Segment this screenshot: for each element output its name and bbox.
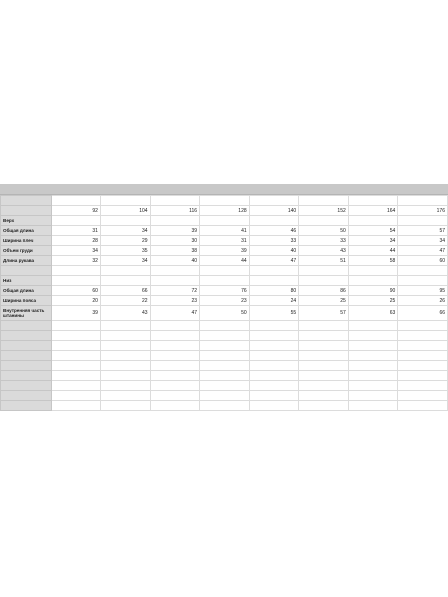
empty-cell[interactable]	[200, 331, 250, 341]
value-cell[interactable]: 39	[200, 246, 250, 256]
empty-cell[interactable]	[249, 391, 299, 401]
empty-cell[interactable]	[100, 371, 150, 381]
value-cell[interactable]: 31	[200, 236, 250, 246]
value-cell[interactable]: 39	[150, 226, 200, 236]
size-header-cell[interactable]: 92	[51, 206, 100, 216]
empty-cell[interactable]	[249, 341, 299, 351]
value-cell[interactable]: 43	[299, 246, 349, 256]
empty-cell[interactable]	[348, 351, 398, 361]
blank-row	[1, 351, 448, 361]
empty-cell[interactable]	[51, 216, 100, 226]
measurement-label[interactable]: Общая длина	[1, 226, 52, 236]
size-header-cell[interactable]: 104	[100, 206, 150, 216]
blank-row	[1, 371, 448, 381]
value-cell[interactable]: 23	[150, 296, 200, 306]
value-cell[interactable]: 32	[51, 256, 100, 266]
empty-cell[interactable]	[51, 351, 100, 361]
size-header-cell[interactable]: 176	[398, 206, 448, 216]
empty-cell[interactable]	[51, 391, 100, 401]
empty-cell[interactable]	[51, 371, 100, 381]
row-label-cell[interactable]	[1, 331, 52, 341]
value-cell[interactable]: 41	[200, 226, 250, 236]
row-label-cell[interactable]	[1, 391, 52, 401]
empty-cell[interactable]	[249, 371, 299, 381]
spreadsheet	[0, 184, 448, 414]
value-cell[interactable]: 25	[299, 296, 349, 306]
empty-cell[interactable]	[398, 391, 448, 401]
measurement-label[interactable]: Ширина плеч	[1, 236, 52, 246]
value-cell[interactable]: 76	[200, 286, 250, 296]
section-title[interactable]: Низ	[1, 276, 52, 286]
empty-cell[interactable]	[100, 321, 150, 331]
table-row	[1, 226, 448, 236]
empty-cell[interactable]	[398, 341, 448, 351]
empty-cell[interactable]	[398, 361, 448, 371]
empty-cell[interactable]	[249, 381, 299, 391]
empty-cell[interactable]	[200, 196, 250, 206]
empty-cell[interactable]	[100, 351, 150, 361]
table-row	[1, 286, 448, 296]
empty-cell[interactable]	[249, 351, 299, 361]
value-cell[interactable]: 25	[348, 296, 398, 306]
empty-cell[interactable]	[299, 381, 349, 391]
empty-cell[interactable]	[398, 276, 448, 286]
empty-cell[interactable]	[398, 331, 448, 341]
size-header-cell[interactable]: 116	[150, 206, 200, 216]
empty-cell[interactable]	[348, 391, 398, 401]
value-cell[interactable]: 95	[398, 286, 448, 296]
size-header-cell[interactable]: 164	[348, 206, 398, 216]
empty-cell[interactable]	[100, 276, 150, 286]
empty-cell[interactable]	[100, 266, 150, 276]
empty-cell[interactable]	[51, 381, 100, 391]
empty-cell[interactable]	[100, 391, 150, 401]
empty-cell[interactable]	[100, 216, 150, 226]
row-label-cell[interactable]	[1, 401, 52, 411]
empty-cell[interactable]	[150, 266, 200, 276]
empty-cell[interactable]	[100, 341, 150, 351]
measurement-label[interactable]: Объем груди	[1, 246, 52, 256]
section-title[interactable]: Верх	[1, 216, 52, 226]
value-cell[interactable]: 34	[348, 236, 398, 246]
empty-cell[interactable]	[249, 196, 299, 206]
value-cell[interactable]: 55	[249, 306, 299, 321]
blank-row	[1, 381, 448, 391]
value-cell[interactable]: 80	[249, 286, 299, 296]
value-cell[interactable]: 29	[100, 236, 150, 246]
value-cell[interactable]: 47	[398, 246, 448, 256]
row-label-cell[interactable]	[1, 196, 52, 206]
empty-cell[interactable]	[200, 401, 250, 411]
value-cell[interactable]: 34	[100, 226, 150, 236]
empty-cell[interactable]	[249, 361, 299, 371]
empty-cell[interactable]	[51, 341, 100, 351]
empty-cell[interactable]	[299, 196, 349, 206]
value-cell[interactable]: 33	[249, 236, 299, 246]
empty-cell[interactable]	[299, 266, 349, 276]
measurement-label[interactable]: Внутренняя часть штанины	[1, 306, 52, 321]
table-row	[1, 236, 448, 246]
empty-cell[interactable]	[150, 216, 200, 226]
row-label-cell[interactable]	[1, 361, 52, 371]
empty-cell[interactable]	[398, 401, 448, 411]
empty-cell[interactable]	[299, 321, 349, 331]
row-label-cell[interactable]	[1, 206, 52, 216]
value-cell[interactable]: 47	[249, 256, 299, 266]
empty-cell[interactable]	[200, 276, 250, 286]
value-cell[interactable]: 63	[348, 306, 398, 321]
empty-cell[interactable]	[100, 196, 150, 206]
empty-cell[interactable]	[150, 391, 200, 401]
empty-cell[interactable]	[150, 361, 200, 371]
empty-cell[interactable]	[249, 216, 299, 226]
value-cell[interactable]: 43	[100, 306, 150, 321]
empty-cell[interactable]	[348, 371, 398, 381]
empty-cell[interactable]	[150, 276, 200, 286]
value-cell[interactable]: 86	[299, 286, 349, 296]
empty-cell[interactable]	[51, 401, 100, 411]
empty-cell[interactable]	[398, 266, 448, 276]
measurement-label[interactable]: Длина рукава	[1, 256, 52, 266]
empty-cell[interactable]	[299, 331, 349, 341]
value-cell[interactable]: 20	[51, 296, 100, 306]
value-cell[interactable]: 39	[51, 306, 100, 321]
empty-cell[interactable]	[150, 351, 200, 361]
value-cell[interactable]: 57	[398, 226, 448, 236]
empty-cell[interactable]	[398, 371, 448, 381]
value-cell[interactable]: 44	[200, 256, 250, 266]
empty-cell[interactable]	[348, 341, 398, 351]
empty-cell[interactable]	[398, 196, 448, 206]
empty-cell[interactable]	[249, 276, 299, 286]
value-cell[interactable]: 33	[299, 236, 349, 246]
empty-cell[interactable]	[200, 321, 250, 331]
blank-row	[1, 361, 448, 371]
value-cell[interactable]: 54	[348, 226, 398, 236]
empty-cell[interactable]	[200, 381, 250, 391]
value-cell[interactable]: 34	[100, 256, 150, 266]
value-cell[interactable]: 38	[150, 246, 200, 256]
table-row	[1, 306, 448, 321]
section-title-row	[1, 216, 448, 226]
empty-cell[interactable]	[100, 401, 150, 411]
value-cell[interactable]: 34	[398, 236, 448, 246]
value-cell[interactable]: 26	[398, 296, 448, 306]
row-label-cell[interactable]	[1, 266, 52, 276]
empty-cell[interactable]	[398, 216, 448, 226]
blank-row	[1, 196, 448, 206]
empty-cell[interactable]	[51, 196, 100, 206]
empty-cell[interactable]	[299, 391, 349, 401]
row-label-cell[interactable]	[1, 341, 52, 351]
empty-cell[interactable]	[299, 216, 349, 226]
empty-cell[interactable]	[200, 341, 250, 351]
size-header-cell[interactable]: 140	[249, 206, 299, 216]
empty-cell[interactable]	[249, 266, 299, 276]
empty-cell[interactable]	[200, 216, 250, 226]
empty-cell[interactable]	[200, 351, 250, 361]
table-row	[1, 296, 448, 306]
empty-cell[interactable]	[398, 351, 448, 361]
empty-cell[interactable]	[348, 401, 398, 411]
empty-cell[interactable]	[299, 371, 349, 381]
empty-cell[interactable]	[299, 276, 349, 286]
blank-row	[1, 321, 448, 331]
empty-cell[interactable]	[398, 381, 448, 391]
value-cell[interactable]: 66	[398, 306, 448, 321]
size-chart-grid	[0, 195, 448, 411]
value-cell[interactable]: 40	[249, 246, 299, 256]
value-cell[interactable]: 30	[150, 236, 200, 246]
value-cell[interactable]: 35	[100, 246, 150, 256]
empty-cell[interactable]	[348, 361, 398, 371]
empty-cell[interactable]	[348, 216, 398, 226]
empty-cell[interactable]	[51, 321, 100, 331]
value-cell[interactable]: 40	[150, 256, 200, 266]
size-header-cell[interactable]: 128	[200, 206, 250, 216]
empty-cell[interactable]	[150, 331, 200, 341]
value-cell[interactable]: 50	[299, 226, 349, 236]
empty-cell[interactable]	[150, 371, 200, 381]
empty-cell[interactable]	[150, 381, 200, 391]
empty-cell[interactable]	[348, 381, 398, 391]
value-cell[interactable]: 90	[348, 286, 398, 296]
empty-cell[interactable]	[150, 401, 200, 411]
value-cell[interactable]: 44	[348, 246, 398, 256]
empty-cell[interactable]	[348, 276, 398, 286]
empty-cell[interactable]	[348, 266, 398, 276]
empty-cell[interactable]	[249, 401, 299, 411]
empty-cell[interactable]	[200, 266, 250, 276]
column-header-bar	[0, 184, 448, 195]
empty-cell[interactable]	[100, 361, 150, 371]
empty-cell[interactable]	[249, 331, 299, 341]
table-row	[1, 256, 448, 266]
value-cell[interactable]: 58	[348, 256, 398, 266]
value-cell[interactable]: 23	[200, 296, 250, 306]
empty-cell[interactable]	[200, 361, 250, 371]
empty-cell[interactable]	[51, 361, 100, 371]
row-label-cell[interactable]	[1, 351, 52, 361]
empty-cell[interactable]	[249, 321, 299, 331]
blank-row	[1, 341, 448, 351]
value-cell[interactable]: 60	[51, 286, 100, 296]
empty-cell[interactable]	[150, 196, 200, 206]
section-title-row	[1, 276, 448, 286]
blank-row	[1, 266, 448, 276]
blank-row	[1, 331, 448, 341]
row-label-cell[interactable]	[1, 371, 52, 381]
empty-cell[interactable]	[150, 341, 200, 351]
empty-cell[interactable]	[100, 381, 150, 391]
table-row	[1, 246, 448, 256]
measurement-label[interactable]: Общая длина	[1, 286, 52, 296]
value-cell[interactable]: 51	[299, 256, 349, 266]
value-cell[interactable]: 34	[51, 246, 100, 256]
empty-cell[interactable]	[200, 391, 250, 401]
empty-cell[interactable]	[51, 276, 100, 286]
empty-cell[interactable]	[150, 321, 200, 331]
value-cell[interactable]: 22	[100, 296, 150, 306]
empty-cell[interactable]	[348, 331, 398, 341]
row-label-cell[interactable]	[1, 381, 52, 391]
value-cell[interactable]: 57	[299, 306, 349, 321]
empty-cell[interactable]	[299, 401, 349, 411]
size-header-row	[1, 206, 448, 216]
value-cell[interactable]: 46	[249, 226, 299, 236]
empty-cell[interactable]	[348, 321, 398, 331]
empty-cell[interactable]	[299, 341, 349, 351]
value-cell[interactable]: 60	[398, 256, 448, 266]
value-cell[interactable]: 72	[150, 286, 200, 296]
value-cell[interactable]: 31	[51, 226, 100, 236]
blank-row	[1, 401, 448, 411]
value-cell[interactable]: 24	[249, 296, 299, 306]
empty-cell[interactable]	[398, 321, 448, 331]
size-header-cell[interactable]: 152	[299, 206, 349, 216]
empty-cell[interactable]	[299, 351, 349, 361]
empty-cell[interactable]	[200, 371, 250, 381]
value-cell[interactable]: 50	[200, 306, 250, 321]
measurement-label[interactable]: Ширина пояса	[1, 296, 52, 306]
value-cell[interactable]: 28	[51, 236, 100, 246]
empty-cell[interactable]	[100, 331, 150, 341]
blank-row	[1, 391, 448, 401]
value-cell[interactable]: 66	[100, 286, 150, 296]
empty-cell[interactable]	[299, 361, 349, 371]
empty-cell[interactable]	[51, 266, 100, 276]
empty-cell[interactable]	[51, 331, 100, 341]
row-label-cell[interactable]	[1, 321, 52, 331]
empty-cell[interactable]	[348, 196, 398, 206]
value-cell[interactable]: 47	[150, 306, 200, 321]
